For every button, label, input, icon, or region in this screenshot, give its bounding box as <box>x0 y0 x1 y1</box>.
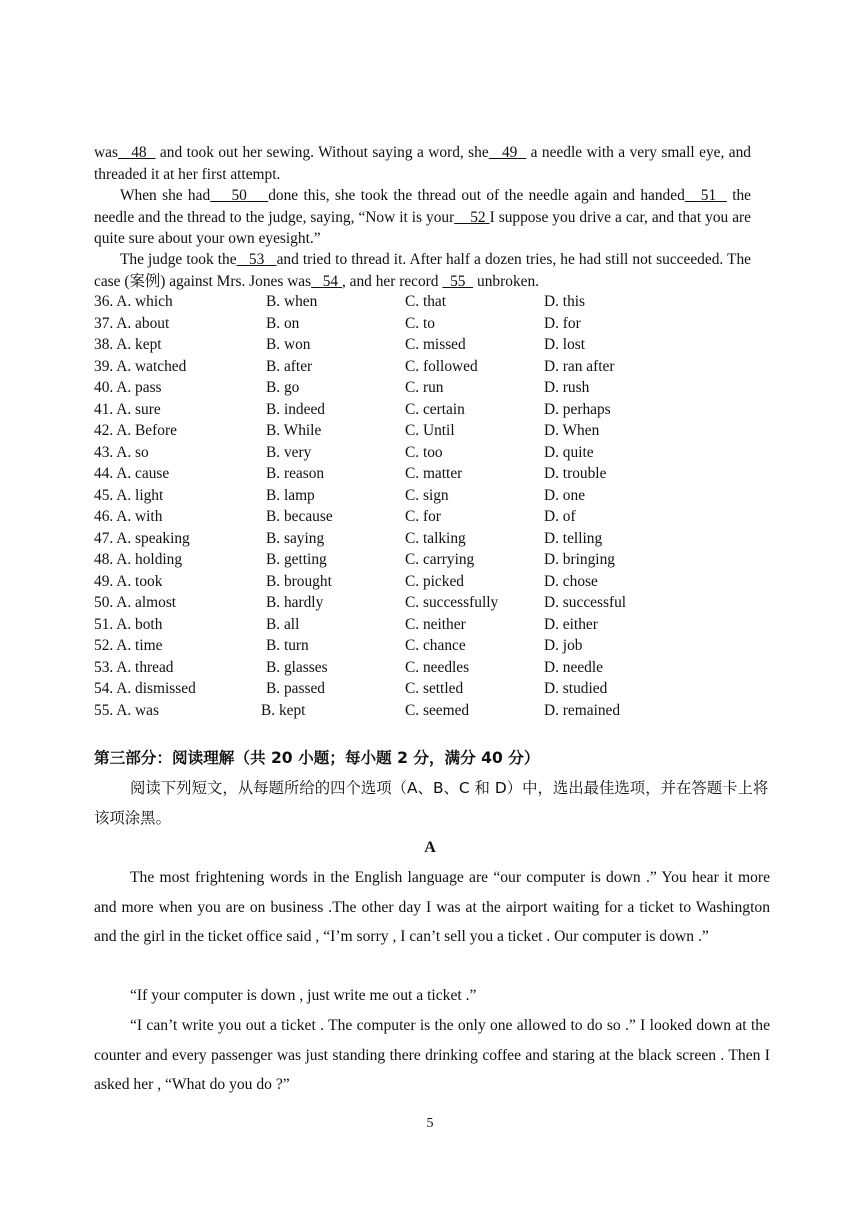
option-question: 36. A. which <box>94 293 173 310</box>
cloze-paragraph-3: The judge took the 53 and tried to thread it. After half a dozen tries, he had still not succeeded. The case (案例) against Mrs. Jones was 54 , and her record 55 unbroken. <box>94 251 751 290</box>
section-heading: 第三部分：阅读理解（共 20 小题；每小题 2 分，满分 40 分） <box>94 749 540 767</box>
option-c: C. missed <box>405 336 466 353</box>
option-d: D. perhaps <box>544 400 611 418</box>
option-question: 39. A. watched <box>94 357 187 375</box>
passage-paragraph-3: “I can’t write you out a ticket . The computer is the only one allowed to do so .” I looked down at the counter and every passenger was just standing there drinking coffee and staring at the black screen . Then I asked her , “What do you do ?” <box>94 1017 770 1094</box>
option-d: D. When <box>544 422 600 439</box>
option-b: B. brought <box>266 572 332 590</box>
option-c: C. neither <box>405 615 466 633</box>
option-d: D. lost <box>544 336 586 353</box>
page-number: 5 <box>426 1116 434 1131</box>
option-d: D. for <box>544 314 581 332</box>
option-d: D. rush <box>544 379 590 396</box>
option-b: B. passed <box>266 680 325 697</box>
option-c: C. to <box>405 314 435 332</box>
option-c: C. seemed <box>405 701 470 719</box>
option-c: C. sign <box>405 486 449 504</box>
option-question: 50. A. almost <box>94 594 177 611</box>
blank-52: 52 <box>470 208 486 226</box>
option-d: D. needle <box>544 658 603 676</box>
option-b: B. go <box>266 379 300 396</box>
option-b: B. kept <box>261 701 306 719</box>
option-d: D. chose <box>544 572 598 590</box>
option-b: B. indeed <box>266 400 325 418</box>
option-d: D. this <box>544 293 586 310</box>
option-d: D. one <box>544 486 586 504</box>
blank-50: 50 <box>231 187 247 204</box>
option-question: 46. A. with <box>94 508 163 525</box>
option-c: C. settled <box>405 680 464 697</box>
option-b: B. getting <box>266 551 327 568</box>
option-b: B. very <box>266 443 312 461</box>
option-c: C. run <box>405 379 444 396</box>
option-b: B. lamp <box>266 486 315 504</box>
option-d: D. of <box>544 508 576 525</box>
option-c: C. talking <box>405 529 466 547</box>
option-b: B. after <box>266 357 313 375</box>
option-d: D. remained <box>544 701 621 719</box>
option-question: 40. A. pass <box>94 379 162 396</box>
section-instruction: 阅读下列短文，从每题所给的四个选项（A、B、C 和 D）中，选出最佳选项，并在答题卡上将该项涂黑。 <box>94 779 769 827</box>
option-question: 54. A. dismissed <box>94 680 196 697</box>
option-b: B. saying <box>266 529 325 547</box>
blank-55: 55 <box>450 272 466 290</box>
option-c: C. followed <box>405 357 478 375</box>
option-b: B. because <box>266 508 333 525</box>
option-question: 45. A. light <box>94 486 164 504</box>
option-b: B. turn <box>266 637 309 654</box>
option-question: 52. A. time <box>94 637 163 654</box>
option-c: C. for <box>405 508 441 525</box>
option-c: C. too <box>405 443 443 461</box>
option-b: B. hardly <box>266 594 324 611</box>
option-question: 37. A. about <box>94 314 170 332</box>
option-b: B. all <box>266 615 300 633</box>
option-b: B. While <box>266 422 322 439</box>
option-question: 49. A. took <box>94 572 163 590</box>
option-d: D. either <box>544 615 598 633</box>
option-question: 41. A. sure <box>94 400 161 418</box>
option-c: C. certain <box>405 400 465 418</box>
cloze-paragraph-1: was 48 and took out her sewing. Without saying a word, she 49 a needle with a very small eye, and threaded it at her first attempt. <box>94 144 751 183</box>
option-c: C. Until <box>405 422 455 439</box>
option-c: C. that <box>405 293 447 310</box>
option-question: 43. A. so <box>94 443 149 461</box>
option-question: 47. A. speaking <box>94 529 190 547</box>
option-b: B. reason <box>266 465 325 482</box>
option-c: C. needles <box>405 658 470 676</box>
passage-paragraph-1: The most frightening words in the English language are “our computer is down .” You hear it more and more when you are on business .The other day I was at the airport waiting for a ticket to Washington and the girl in the ticket office said , “I’m sorry , I can’t sell you a ticket . Our computer is down .” <box>94 869 770 946</box>
option-d: D. ran after <box>544 357 615 375</box>
option-c: C. successfully <box>405 594 499 611</box>
option-b: B. on <box>266 314 300 332</box>
option-question: 55. A. was <box>94 701 159 719</box>
passage-letter: A <box>424 839 436 856</box>
option-d: D. trouble <box>544 465 607 482</box>
option-c: C. chance <box>405 637 466 654</box>
blank-54: 54 <box>322 272 339 290</box>
option-c: C. picked <box>405 572 464 590</box>
blank-49: 49 <box>501 144 518 161</box>
blank-51: 51 <box>700 187 717 204</box>
option-d: D. successful <box>544 594 627 611</box>
blank-48: 48 <box>131 144 147 161</box>
blank-53: 53 <box>248 251 265 268</box>
option-c: C. matter <box>405 465 463 482</box>
option-d: D. studied <box>544 680 608 697</box>
option-question: 51. A. both <box>94 615 163 633</box>
option-b: B. glasses <box>266 658 328 676</box>
option-d: D. quite <box>544 443 594 461</box>
option-question: 48. A. holding <box>94 551 183 568</box>
option-d: D. bringing <box>544 551 615 568</box>
option-c: C. carrying <box>405 551 475 568</box>
option-question: 38. A. kept <box>94 336 162 353</box>
option-question: 42. A. Before <box>94 422 177 439</box>
passage-paragraph-2: “If your computer is down , just write me out a ticket .” <box>130 987 477 1004</box>
option-d: D. telling <box>544 529 603 547</box>
option-question: 53. A. thread <box>94 658 174 676</box>
option-b: B. won <box>266 336 311 353</box>
option-question: 44. A. cause <box>94 465 170 482</box>
cloze-paragraph-2: When she had 50 done this, she took the thread out of the needle again and handed 51 the needle and the thread to the judge, saying, “Now it is your 52 I suppose you drive a car, and that you are quite sure about your own eyesight.” <box>94 187 751 247</box>
option-d: D. job <box>544 637 583 654</box>
option-b: B. when <box>266 293 318 310</box>
